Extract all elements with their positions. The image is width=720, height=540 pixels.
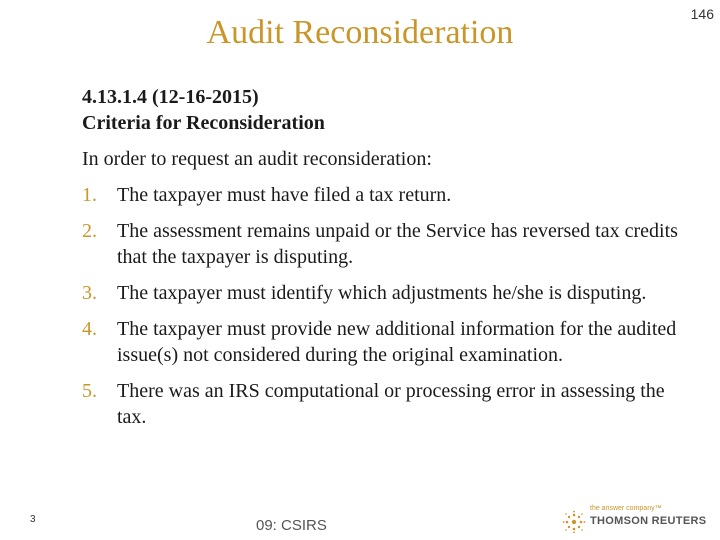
slide-title: Audit Reconsideration	[206, 14, 514, 51]
list-number: 2.	[82, 220, 97, 242]
list-item	[82, 378, 682, 430]
list-text: The assessment remains unpaid or the Service has reversed tax credits that the taxpayer is disputing.	[117, 220, 678, 268]
criteria-list	[82, 182, 682, 430]
slide-number: 3	[30, 514, 36, 525]
footer-label: 09: CSIRS	[256, 517, 327, 534]
section-code: 4.13.1.4 (12-16-2015)	[82, 86, 259, 108]
list-item	[82, 218, 682, 270]
list-number: 5.	[82, 380, 97, 402]
logo-tagline: the answer company™	[590, 505, 662, 512]
list-text: The taxpayer must identify which adjustments he/she is disputing.	[117, 282, 647, 304]
list-text: There was an IRS computational or processing error in assessing the tax.	[117, 380, 665, 428]
slide-content	[82, 84, 682, 430]
logo-mark-icon	[562, 510, 586, 534]
page-number-top: 146	[690, 6, 714, 22]
list-item	[82, 280, 682, 306]
logo-brand: THOMSON REUTERS	[590, 515, 707, 527]
list-number: 4.	[82, 318, 97, 340]
section-title: Criteria for Reconsideration	[82, 112, 325, 134]
list-number: 1.	[82, 184, 97, 206]
list-item	[82, 182, 682, 208]
list-number: 3.	[82, 282, 97, 304]
section-heading	[82, 84, 682, 136]
intro-text: In order to request an audit reconsideration:	[82, 148, 432, 170]
list-item	[82, 316, 682, 368]
thomson-reuters-logo	[562, 505, 712, 535]
list-text: The taxpayer must provide new additional information for the audited issue(s) not considered during the original examination.	[117, 318, 677, 366]
list-text: The taxpayer must have filed a tax return.	[117, 184, 452, 206]
